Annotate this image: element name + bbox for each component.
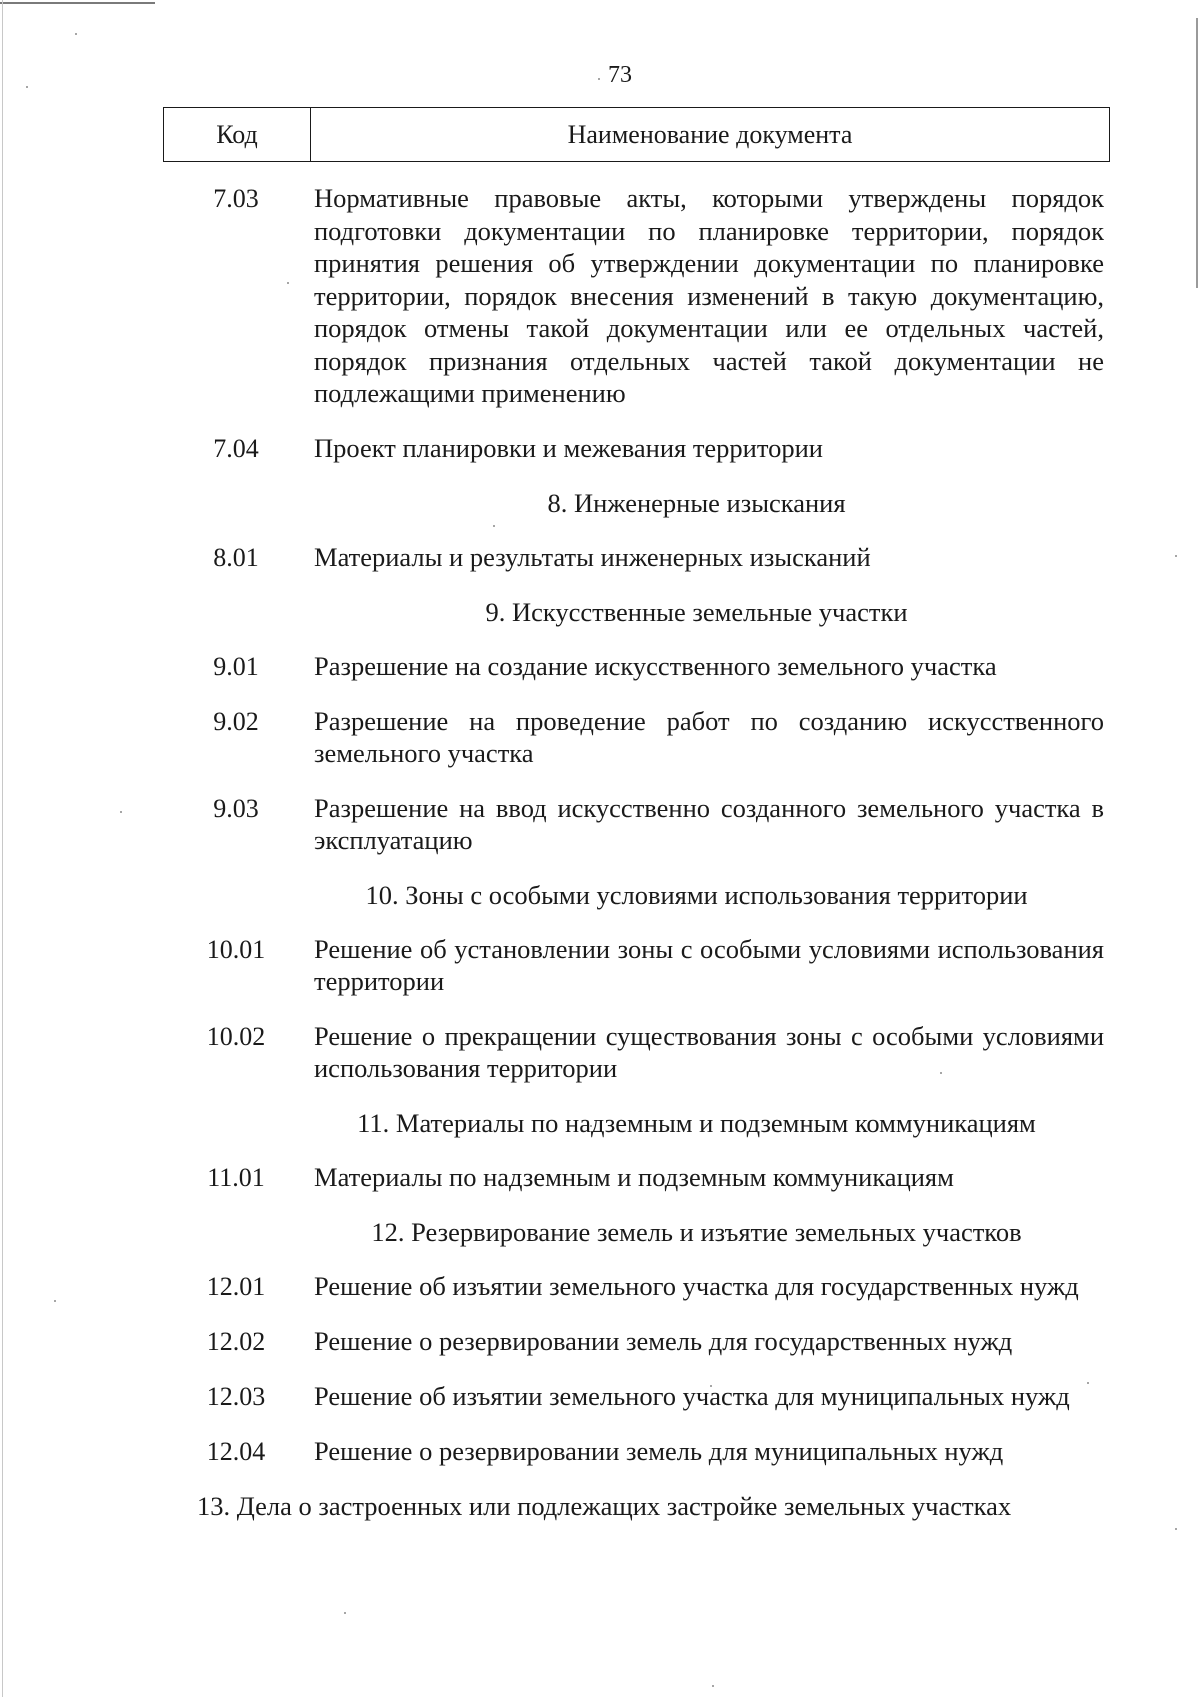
row-code: 9.02: [213, 706, 259, 736]
row-name: Решение об установлении зоны с особыми условиями использования территории: [314, 933, 1104, 996]
row-code: 7.04: [213, 433, 259, 463]
row-name: Нормативные правовые акты, которыми утверждены порядок подготовки документации по планировке территории, порядок принятия решения об утверждении документации по планировке территории, порядок внесения изменений в такую документацию, порядок отмены такой документации или ее отдельных частей, порядок признания отдельных частей такой документации не подлежащими применению: [314, 183, 1104, 408]
scan-speck: [1175, 1528, 1177, 1530]
row-code: 12.04: [206, 1436, 266, 1466]
scan-speck: [344, 1612, 346, 1614]
section-heading: 11. Материалы по надземным и подземным коммуникациям: [357, 1107, 1036, 1138]
section-heading: 12. Резервирование земель и изъятие земельных участков: [371, 1216, 1022, 1247]
row-code: 9.01: [213, 651, 259, 681]
table-row: [163, 933, 1110, 998]
table-row: [163, 1270, 1110, 1303]
header-code: Код: [164, 108, 311, 161]
scan-edge-left: [2, 0, 3, 1697]
row-name: Решение об изъятии земельного участка для государственных нужд: [314, 1270, 1079, 1301]
row-name: Материалы по надземным и подземным коммуникациям: [314, 1161, 954, 1192]
row-code: 10.01: [206, 934, 266, 964]
row-name: Разрешение на создание искусственного земельного участка: [314, 650, 997, 681]
row-name: Разрешение на проведение работ по созданию искусственного земельного участка: [314, 705, 1104, 768]
table-row: [163, 650, 1110, 683]
table-row: [163, 705, 1110, 770]
header-name: Наименование документа: [567, 119, 853, 149]
row-code: 7.03: [213, 184, 259, 213]
row-code: 10.02: [206, 1021, 266, 1051]
table-row: [163, 1435, 1110, 1468]
section-heading: 13. Дела о застроенных или подлежащих застройке земельных участках: [197, 1490, 1012, 1521]
row-code: 8.01: [213, 542, 259, 572]
row-code: 12.03: [206, 1381, 266, 1411]
row-name: Решение о резервировании земель для муниципальных нужд: [314, 1435, 1004, 1466]
table-row: [163, 792, 1110, 857]
row-code: 12.02: [206, 1326, 266, 1356]
row-name: Решение о резервировании земель для государственных нужд: [314, 1325, 1013, 1356]
scan-speck: [712, 1685, 714, 1687]
row-name: Решение о прекращении существования зоны с особыми условиями использования территории: [314, 1020, 1104, 1083]
table-row: [163, 432, 1110, 465]
table-row: [163, 1020, 1110, 1085]
row-name: Проект планировки и межевания территории: [314, 432, 823, 463]
scan-speck: [120, 811, 122, 813]
document-table: [163, 107, 1110, 1544]
row-name: Разрешение на ввод искусственно созданного земельного участка в эксплуатацию: [314, 792, 1104, 855]
scan-speck: [1175, 555, 1177, 557]
row-code: 12.01: [206, 1271, 266, 1301]
scan-edge-top: [0, 2, 155, 4]
table-row: [163, 182, 1110, 410]
page-number: [560, 62, 680, 89]
table-header: [163, 107, 1110, 162]
page-number-text: 73: [608, 62, 632, 88]
scan-speck: [26, 86, 28, 88]
scan-edge-right: [1196, 18, 1198, 288]
table-row: [163, 1161, 1110, 1194]
row-name: Решение об изъятии земельного участка для муниципальных нужд: [314, 1380, 1070, 1411]
scan-speck: [54, 1300, 56, 1302]
row-code: 11.01: [207, 1162, 265, 1192]
section-heading: 9. Искусственные земельные участки: [485, 596, 908, 627]
row-name: Материалы и результаты инженерных изысканий: [314, 541, 871, 572]
table-row: [163, 1380, 1110, 1413]
row-code: 9.03: [213, 793, 259, 823]
table-row: [163, 541, 1110, 574]
table-row: [163, 1325, 1110, 1358]
section-heading: 10. Зоны с особыми условиями использования территории: [365, 879, 1028, 910]
section-heading: 8. Инженерные изыскания: [547, 487, 846, 518]
table-body: [163, 162, 1110, 1522]
scan-speck: [75, 33, 77, 35]
